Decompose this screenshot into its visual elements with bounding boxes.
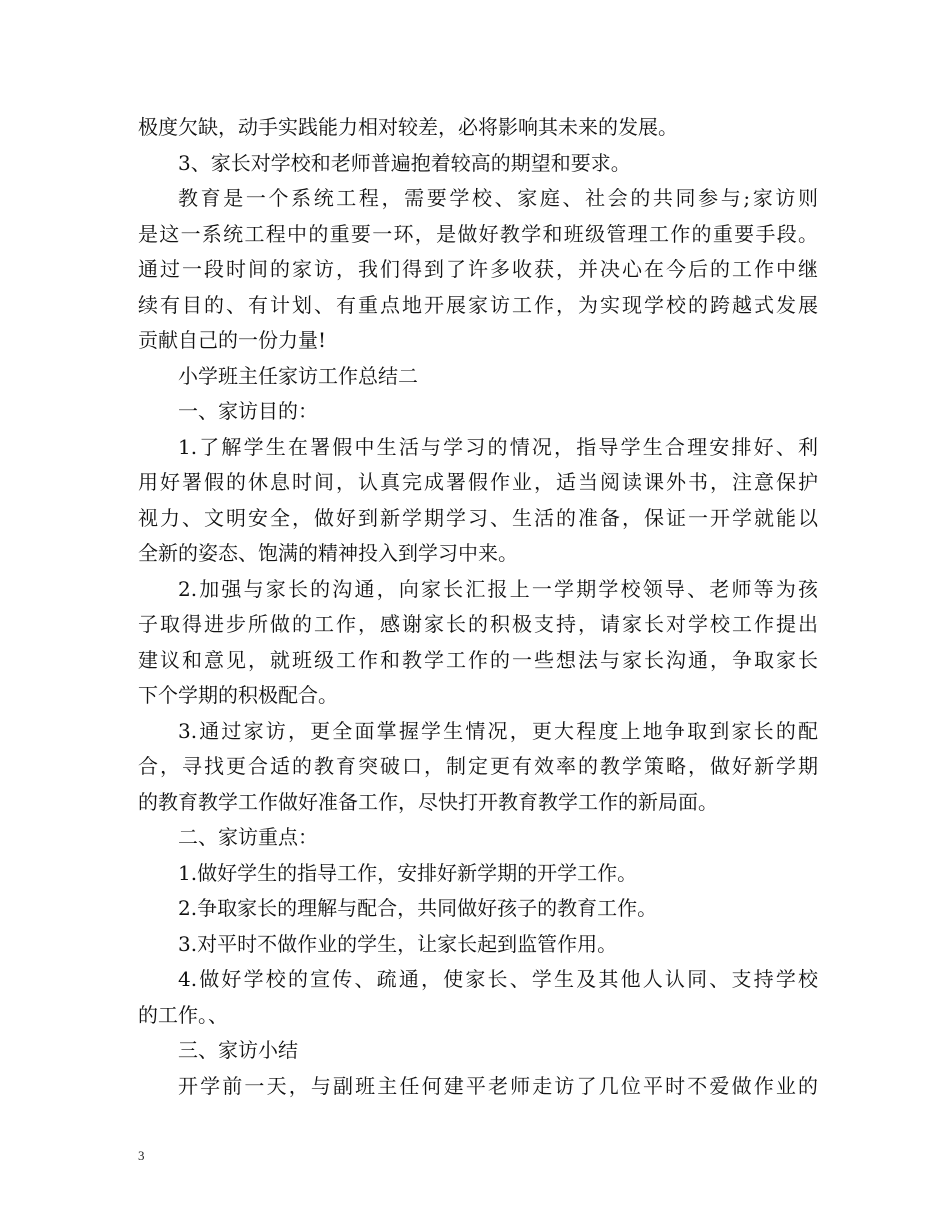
text-line: 用好署假的休息时间，认真完成署假作业，适当阅读课外书，注意保护	[138, 470, 818, 494]
text-line: 的工作。、	[138, 1002, 228, 1027]
text-line: 3.通过家访，更全面掌握学生情况，更大程度上地争取到家长的配	[178, 718, 818, 743]
text-line: 开学前一天，与副班主任何建平老师走访了几位平时不爱做作业的	[178, 1073, 818, 1098]
text-line: 合，寻找更合适的教育突破口，制定更有效率的教学策略，做好新学期	[138, 754, 818, 778]
text-line: 2.争取家长的理解与配合，共同做好孩子的教育工作。	[178, 896, 658, 920]
document-body	[138, 110, 818, 1104]
text-line: 1.做好学生的指导工作，安排好新学期的开学工作。	[178, 860, 638, 885]
text-line: 小学班主任家访工作总结二	[178, 363, 418, 388]
text-line: 二、家访重点：	[178, 825, 318, 849]
text-line: 续有目的、有计划、有重点地开展家访工作，为实现学校的跨越式发展	[138, 292, 818, 317]
text-line: 通过一段时间的家访，我们得到了许多收获，并决心在今后的工作中继	[138, 257, 818, 281]
text-line: 视力、文明安全，做好到新学期学习、生活的准备，保证一开学就能以	[138, 505, 818, 530]
text-line: 是这一系统工程中的重要一环，是做好教学和班级管理工作的重要手段。	[138, 221, 818, 246]
text-line: 子取得进步所做的工作，感谢家长的积极支持，请家长对学校工作提出	[138, 612, 818, 636]
text-line: 全新的姿态、饱满的精神投入到学习中来。	[138, 541, 518, 565]
text-line: 3、家长对学校和老师普遍抱着较高的期望和要求。	[178, 150, 631, 175]
text-line: 建议和意见，就班级工作和教学工作的一些想法与家长沟通，争取家长	[138, 647, 818, 672]
text-line: 三、家访小结	[178, 1038, 298, 1062]
text-line: 的教育教学工作做好准备工作，尽快打开教育教学工作的新局面。	[138, 789, 718, 814]
text-line: 下个学期的积极配合。	[138, 683, 338, 707]
text-line: 极度欠缺，动手实践能力相对较差，必将影响其未来的发展。	[138, 115, 678, 139]
text-line: 4.做好学校的宣传、疏通，使家长、学生及其他人认同、支持学校	[178, 967, 818, 991]
text-line: 教育是一个系统工程，需要学校、家庭、社会的共同参与;家访则	[178, 186, 818, 210]
text-line: 3.对平时不做作业的学生，让家长起到监管作用。	[178, 931, 618, 956]
text-line: 1.了解学生在署假中生活与学习的情况，指导学生合理安排好、利	[178, 434, 818, 459]
page-number: 3	[138, 1148, 145, 1163]
text-line: 贡献自己的一份力量!	[138, 328, 327, 352]
text-line: 一、家访目的：	[178, 399, 318, 423]
text-line: 2.加强与家长的沟通，向家长汇报上一学期学校领导、老师等为孩	[178, 576, 818, 601]
